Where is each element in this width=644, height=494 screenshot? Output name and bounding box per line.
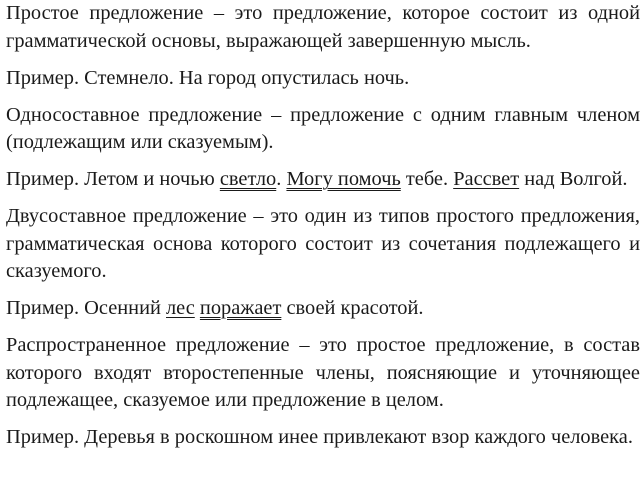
example-extended-sentence: Пример. Деревья в роскошном инее привлекают взор каждого человека. xyxy=(6,426,633,448)
example-text: над Волгой. xyxy=(519,168,628,190)
example-simple-sentence: Пример. Стемнело. На город опустилась ночь. xyxy=(6,66,410,89)
example-text: Пример. Летом и ночью xyxy=(6,168,220,190)
subject-underlined-word: лес xyxy=(166,297,195,319)
definition-one-part-sentence: Односоставное предложение – предложение с одним главным членом (подлежащим или сказуемым). xyxy=(6,103,640,153)
definition-two-part-sentence: Двусоставное предложение – это один из типов простого предложения, грамматическая основа которого состоит из сочетания подлежащего и сказуемого. xyxy=(6,205,640,282)
example-text: своей красотой. xyxy=(281,297,424,319)
predicate-underlined-word: поражает xyxy=(199,297,282,319)
example-two-part-sentence xyxy=(6,295,640,323)
example-text: . xyxy=(276,168,287,190)
predicate-underlined-word: светло xyxy=(219,168,277,190)
predicate-underlined-phrase: Могу помочь xyxy=(286,168,401,190)
example-text: Пример. Осенний xyxy=(6,297,166,319)
example-text: тебе. xyxy=(400,168,454,190)
subject-underlined-word: Рассвет xyxy=(453,168,520,190)
document-body xyxy=(6,0,640,452)
definition-simple-sentence: Простое предложение – это предложение, которое состоит из одной грамматической основы, выражающей завершенную мысль. xyxy=(6,2,640,52)
definition-extended-sentence: Распространенное предложение – это простое предложение, в состав которого входят второстепенные члены, поясняющие и уточняющее подлежащее, сказуемое или предложение в целом. xyxy=(6,334,640,411)
example-one-part-sentence xyxy=(6,166,640,194)
